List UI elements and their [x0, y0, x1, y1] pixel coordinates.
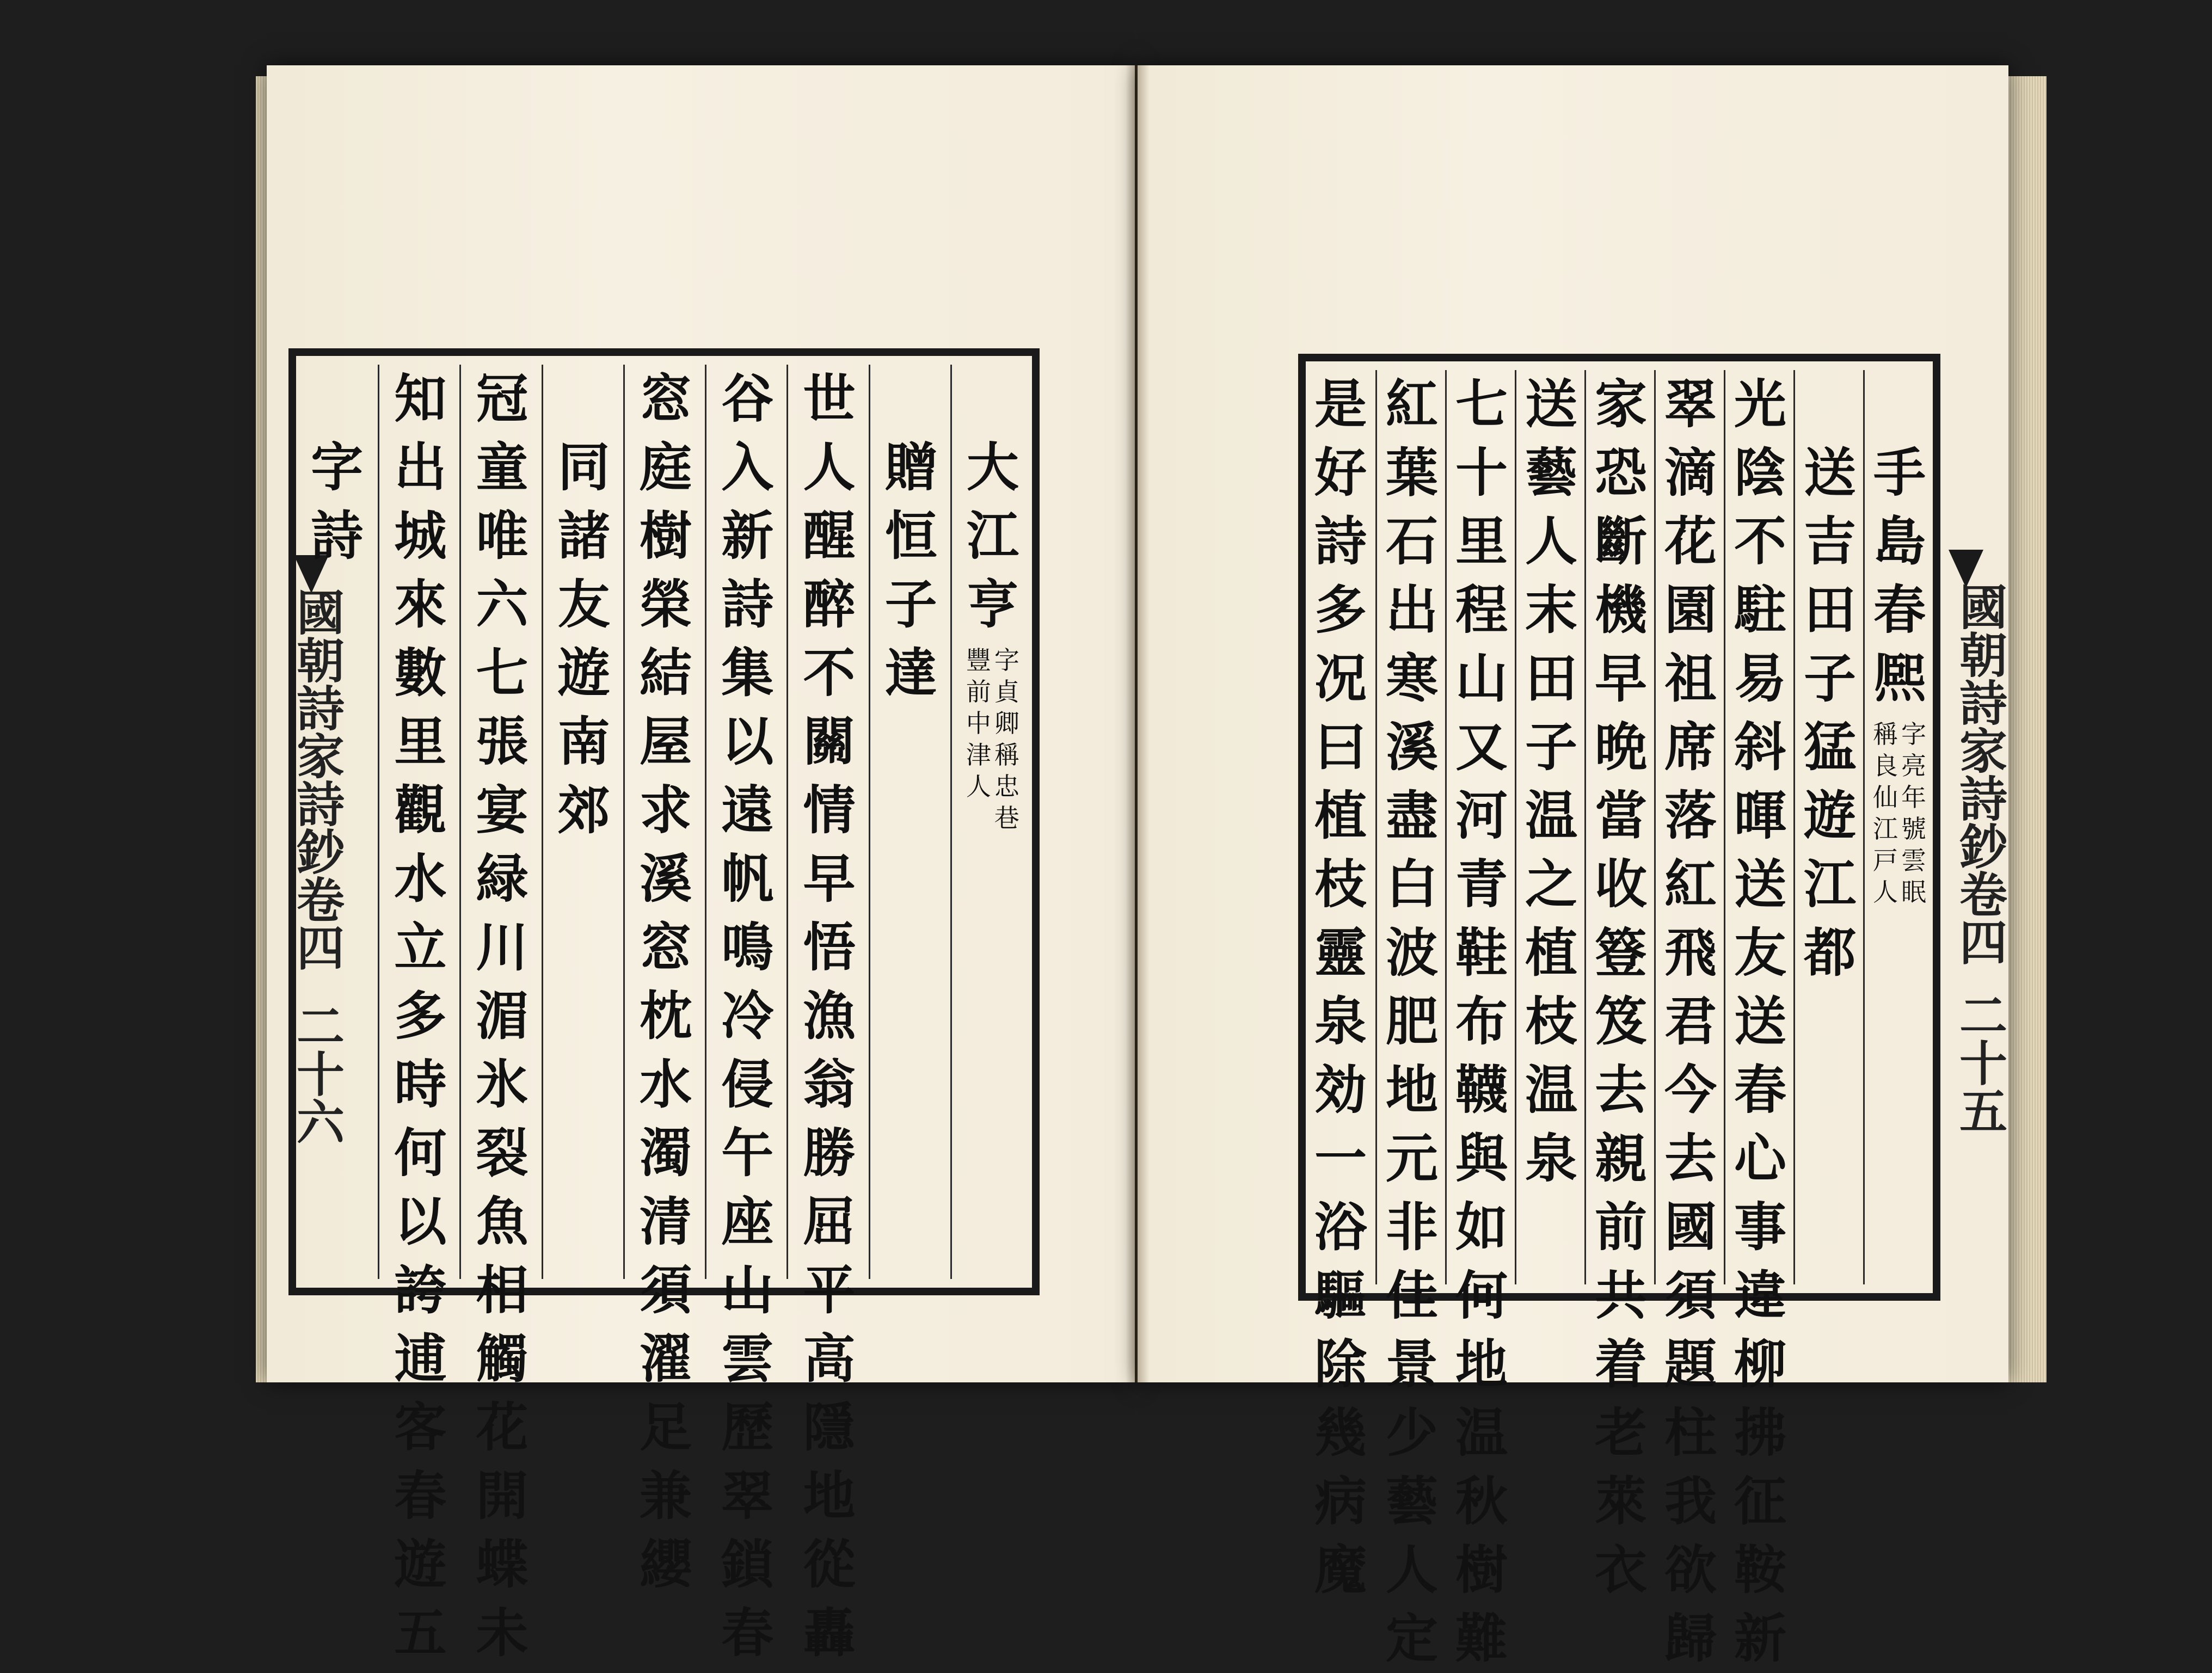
left-column-3 — [787, 365, 870, 1664]
left-margin-title: 國朝詩家詩鈔卷四 — [289, 588, 346, 971]
left-column-text: 世 人 醒 醉 不 關 情 早 悟 漁 翁 勝 屈 平 高 隱 地 從 轟 — [803, 368, 856, 1664]
right-column-text: 手 島 春 熈 — [1873, 442, 1926, 709]
left-column-5 — [623, 365, 706, 1595]
left-column-8 — [378, 365, 461, 1664]
right-column-7 — [1445, 370, 1516, 1669]
left-folio: 二十六 — [289, 1001, 346, 1145]
right-column-annotation: 稱 良 仙 江 戸 人 字 亮 年 號 雲 眠 — [1873, 719, 1926, 907]
right-margin-title: 國朝詩家詩鈔卷四 — [1952, 582, 2008, 965]
left-column-6 — [542, 365, 625, 1279]
left-column-1 — [950, 365, 1034, 1279]
right-column-6 — [1515, 370, 1586, 1284]
right-column-text: 翠 滴 花 園 祖 席 落 紅 飛 君 今 去 國 須 題 柱 我 欲 歸 — [1664, 373, 1717, 1669]
right-column-4 — [1654, 370, 1725, 1669]
left-column-text: 贈 恒 子 達 — [884, 436, 937, 704]
right-column-text: 是 好 詩 多 况 曰 植 枝 靈 泉 効 一 浴 驅 除 幾 病 魔 — [1314, 373, 1367, 1601]
right-column-text: 紅 葉 石 出 寒 溪 盡 白 波 肥 地 元 非 佳 景 少 藝 人 定 — [1386, 373, 1438, 1669]
left-column-annotation: 豐 前 中 津 人 字 貞 卿 稱 忠 巷 — [966, 645, 1019, 833]
right-column-5 — [1584, 370, 1656, 1601]
left-column-text: 窓 庭 樹 榮 結 屋 求 溪 窓 枕 水 濁 清 須 濯 足 兼 纓 — [639, 368, 692, 1595]
left-column-text: 谷 入 新 詩 集 以 遠 帆 鳴 冷 侵 午 座 山 雲 歷 翠 鎖 春 — [721, 368, 774, 1664]
right-column-9 — [1306, 370, 1375, 1601]
right-column-text: 送 藝 人 末 田 子 温 之 植 枝 温 泉 — [1525, 373, 1577, 1189]
book-gutter — [1126, 65, 1150, 1382]
left-column-2 — [869, 365, 952, 1279]
left-column-9 — [296, 365, 378, 1279]
right-column-1 — [1863, 370, 1934, 1284]
left-column-text: 冠 童 唯 六 七 張 宴 緑 川 湄 氷 裂 魚 相 觸 花 開 蝶 未 — [476, 368, 529, 1664]
left-column-text: 字 詩 — [311, 436, 364, 567]
right-column-text: 家 恐 斷 機 早 晩 當 收 簦 笈 去 親 前 共 着 老 萊 衣 — [1595, 373, 1647, 1601]
right-column-text: 七 十 里 程 山 又 河 青 鞋 布 韈 與 如 何 地 温 秋 樹 難 — [1455, 373, 1508, 1669]
right-column-8 — [1375, 370, 1447, 1669]
left-column-7 — [459, 365, 543, 1664]
right-column-3 — [1724, 370, 1795, 1669]
left-column-text: 大 江 亨 — [966, 436, 1019, 635]
right-folio: 二十五 — [1952, 991, 2008, 1134]
left-column-4 — [705, 365, 788, 1664]
right-column-text: 光 陰 不 駐 易 斜 暉 送 友 送 春 心 事 違 柳 拂 征 鞍 新 — [1734, 373, 1786, 1669]
left-column-text: 知 出 城 來 數 里 觀 水 立 多 時 何 以 誇 逋 客 春 遊 五 — [394, 368, 447, 1664]
right-column-2 — [1793, 370, 1865, 1284]
right-column-text: 送 吉 田 子 猛 遊 江 都 — [1804, 442, 1856, 983]
left-column-text: 同 諸 友 遊 南 郊 — [557, 436, 610, 841]
